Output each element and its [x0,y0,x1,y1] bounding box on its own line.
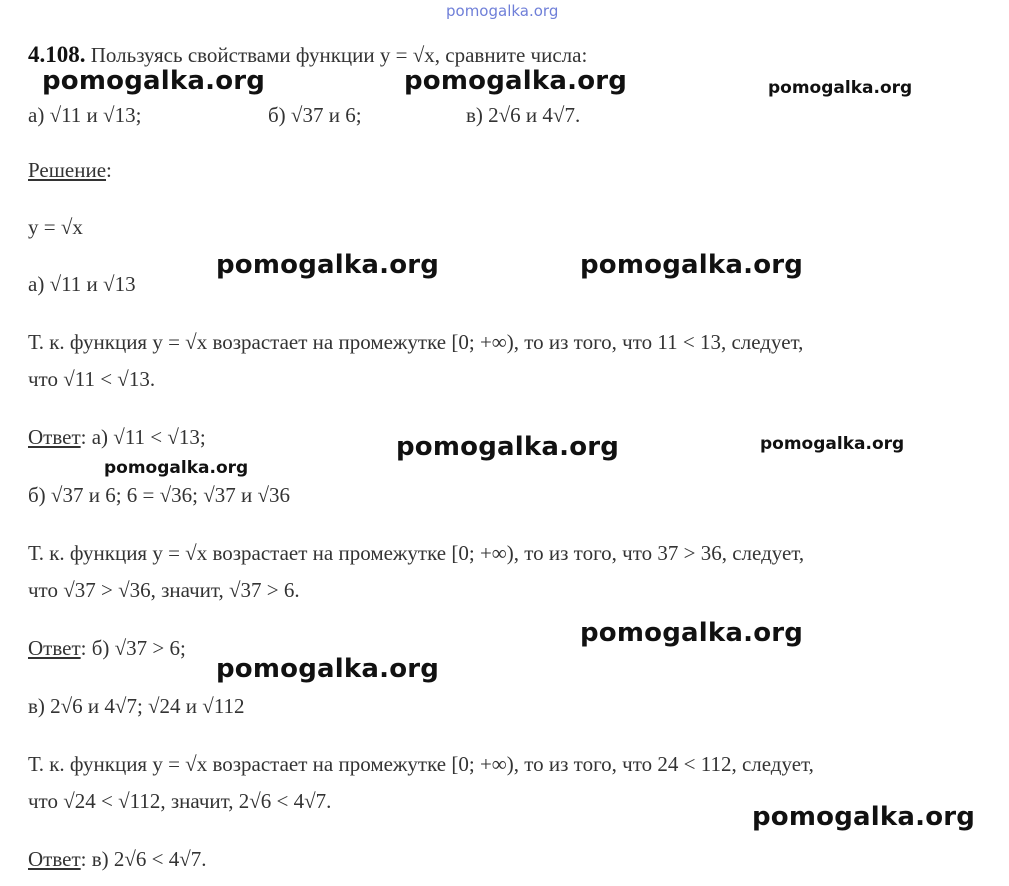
part-a-given: а) √11 и √13 [28,272,136,296]
part-c-reason-line-2: что √24 < √112, значит, 2√6 < 4√7. [28,789,332,813]
answer-label: Ответ [28,425,81,449]
part-a-reason-line-1: Т. к. функция y = √x возрастает на промежутке [0; +∞), то из того, что 11 < 13, следует, [28,330,804,354]
problem-statement [28,42,587,68]
watermark: pomogalka.org [104,458,249,478]
part-b-answer: Ответ: б) √37 > 6; [28,636,186,660]
part-a-reason-line-2: что √11 < √13. [28,367,156,391]
watermark: pomogalka.org [216,654,440,684]
part-c-reason-line-1: Т. к. функция y = √x возрастает на промежутке [0; +∞), то из того, что 24 < 112, следует, [28,752,814,776]
watermark: pomogalka.org [768,78,913,98]
part-a-answer: Ответ: а) √11 < √13; [28,425,206,449]
watermark-top: pomogalka.org [446,2,559,20]
watermark: pomogalka.org [42,66,266,96]
part-b-reason-line-1: Т. к. функция y = √x возрастает на промежутке [0; +∞), то из того, что 37 > 36, следует, [28,541,805,565]
answer-label: Ответ [28,636,81,660]
watermark: pomogalka.org [752,802,976,832]
watermark: pomogalka.org [216,250,440,280]
solution-heading: Решение: [28,158,112,182]
answer-label: Ответ [28,847,81,871]
solution-heading-label: Решение [28,158,107,182]
part-c-answer: Ответ: в) 2√6 < 4√7. [28,847,207,871]
watermark: pomogalka.org [404,66,628,96]
function-definition: y = √x [28,215,83,239]
problem-number: 4.108. [28,42,86,67]
part-b-given: б) √37 и 6; 6 = √36; √37 и √36 [28,483,291,507]
part-c-given: в) 2√6 и 4√7; √24 и √112 [28,694,245,718]
problem-part-a: а) √11 и √13; [28,103,142,127]
problem-part-b: б) √37 и 6; [268,103,362,127]
part-b-reason-line-2: что √37 > √36, значит, √37 > 6. [28,578,300,602]
watermark: pomogalka.org [580,618,804,648]
watermark: pomogalka.org [760,434,905,454]
watermark: pomogalka.org [580,250,804,280]
problem-text: Пользуясь свойствами функции y = √x, сравните числа: [85,43,588,67]
problem-part-c: в) 2√6 и 4√7. [466,103,581,127]
watermark: pomogalka.org [396,432,620,462]
